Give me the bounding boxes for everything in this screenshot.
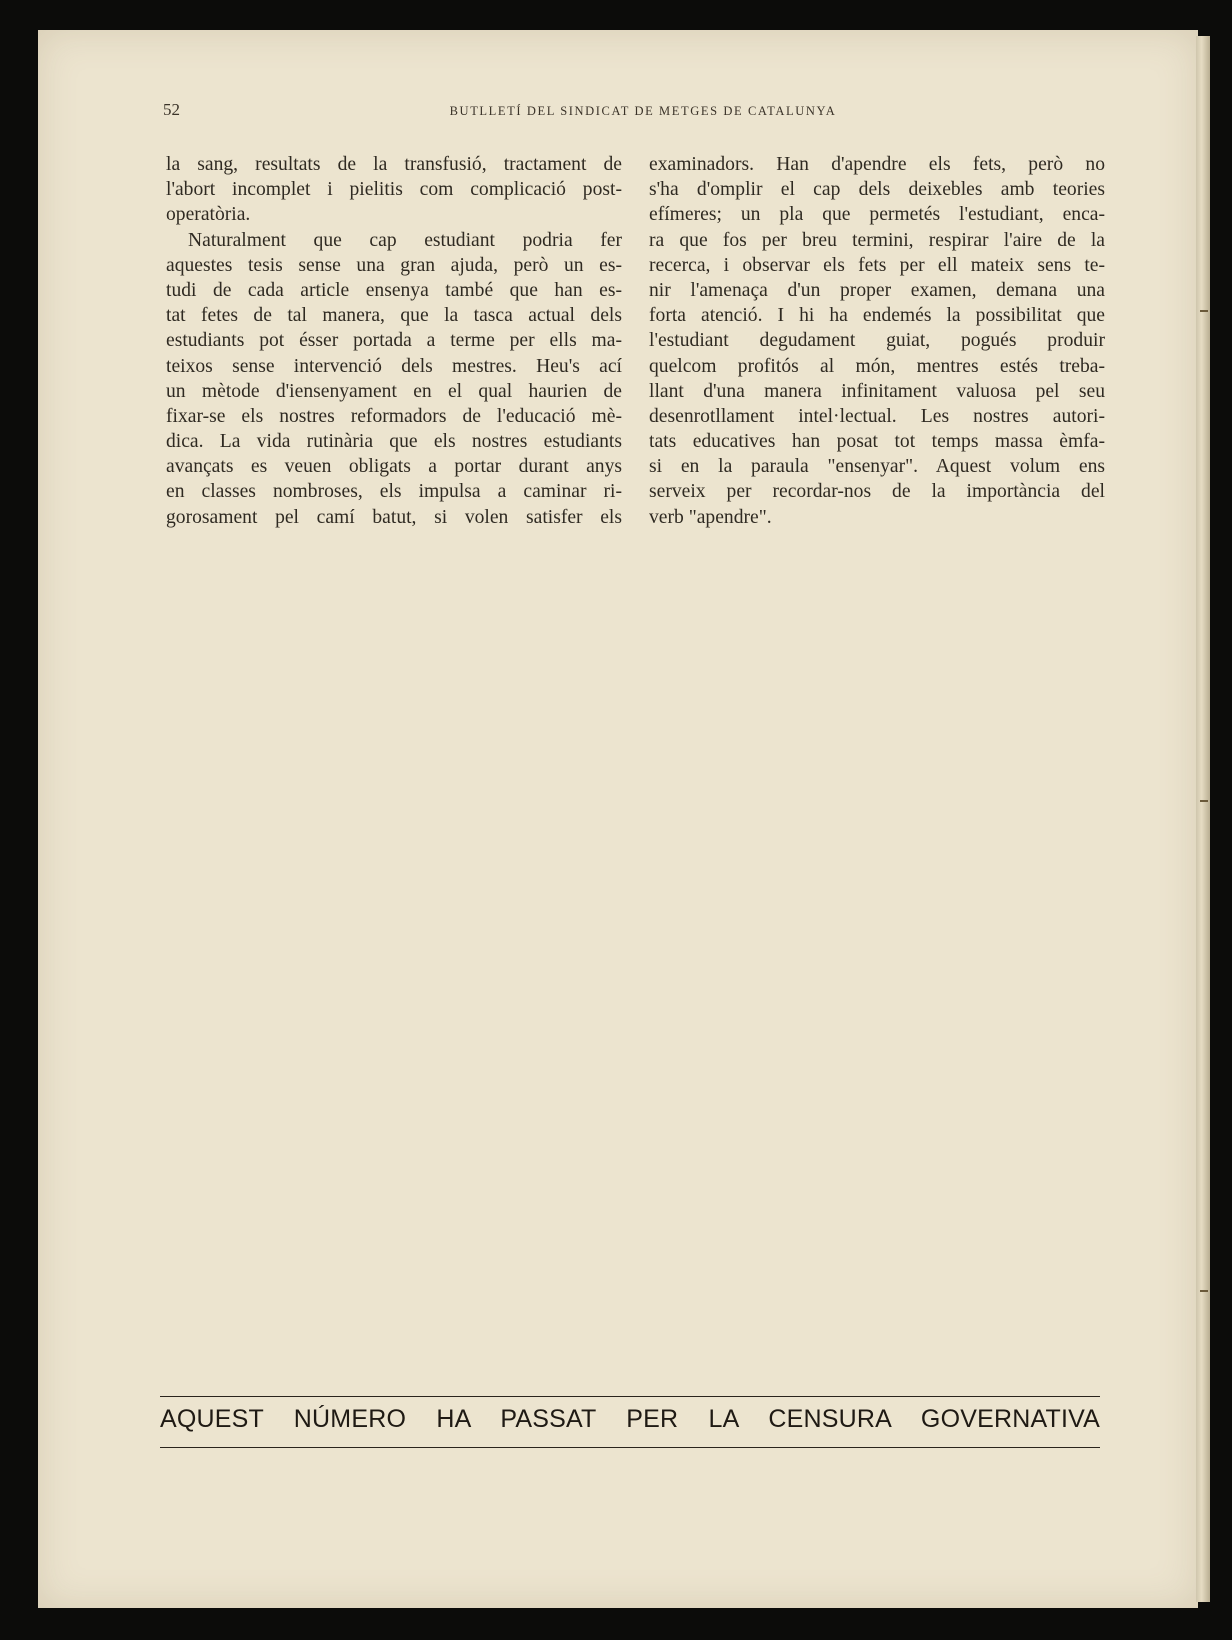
- text-line: operatòria.: [166, 204, 251, 226]
- text-line: l'abort incomplet i pielitis com complicació post-: [166, 179, 622, 201]
- censorship-text: AQUEST NÚMERO HA PASSAT PER LA CENSURA GOVERNATIVA: [160, 1405, 1100, 1433]
- text-line: teixos sense intervenció dels mestres. Heu's ací: [166, 355, 622, 377]
- text-line: nir l'amenaça d'un proper examen, demana una: [649, 279, 1105, 301]
- text-line: tat fetes de tal manera, que la tasca actual dels: [166, 305, 622, 327]
- left-column: [166, 152, 622, 530]
- text-line: la sang, resultats de la transfusió, tractament de: [166, 154, 622, 175]
- text-line: gorosament pel camí batut, si volen satisfer els: [166, 506, 622, 528]
- page-header: [163, 100, 1063, 126]
- text-line: recerca, i observar els fets per ell mateix sens te-: [649, 254, 1105, 276]
- text-line: s'ha d'omplir el cap dels deixebles amb teories: [649, 179, 1105, 201]
- text-line: tats educatives han posat tot temps massa èmfa-: [649, 431, 1105, 453]
- text-line: serveix per recordar-nos de la importància del: [649, 481, 1105, 503]
- text-line: dica. La vida rutinària que els nostres estudiants: [166, 431, 622, 453]
- spine-mark: [1200, 1290, 1208, 1292]
- text-line: tudi de cada article ensenya també que han es-: [166, 279, 622, 301]
- spine-mark: [1200, 310, 1208, 312]
- text-line: fixar-se els nostres reformadors de l'educació mè-: [166, 405, 622, 427]
- text-line: examinadors. Han d'apendre els fets, però no: [649, 154, 1105, 175]
- text-line: ra que fos per breu termini, respirar l'aire de la: [649, 229, 1105, 251]
- text-line: Naturalment que cap estudiant podria fer: [188, 229, 622, 251]
- text-line: si en la paraula "ensenyar". Aquest volum ens: [649, 456, 1105, 478]
- text-line: quelcom profitós al món, mentres estés treba-: [649, 355, 1105, 377]
- text-line: aquestes tesis sense una gran ajuda, però un es-: [166, 254, 622, 276]
- right-column: [649, 152, 1105, 530]
- page-edge: [1196, 36, 1210, 1602]
- text-line: avançats es veuen obligats a portar durant anys: [166, 456, 622, 478]
- running-title: BUTLLETÍ DEL SINDICAT DE METGES DE CATALUNYA: [449, 104, 837, 118]
- text-line: llant d'una manera infinitament valuosa pel seu: [649, 380, 1105, 402]
- spine-mark: [1200, 800, 1208, 802]
- text-line: un mètode d'iensenyament en el qual haurien de: [166, 380, 622, 402]
- text-line: desenrotllament intel·lectual. Les nostres autori-: [649, 405, 1105, 427]
- text-line: verb "apendre".: [649, 506, 772, 528]
- censorship-notice: [160, 1396, 1100, 1448]
- text-line: en classes nombroses, els impulsa a caminar ri-: [166, 481, 622, 503]
- text-line: estudiants pot ésser portada a terme per ells ma-: [166, 330, 622, 352]
- text-line: efímeres; un pla que permetés l'estudiant, enca-: [649, 204, 1105, 226]
- page-number: 52: [163, 100, 180, 119]
- text-line: l'estudiant degudament guiat, pogués produir: [649, 330, 1105, 352]
- text-line: forta atenció. I hi ha endemés la possibilitat que: [649, 305, 1105, 327]
